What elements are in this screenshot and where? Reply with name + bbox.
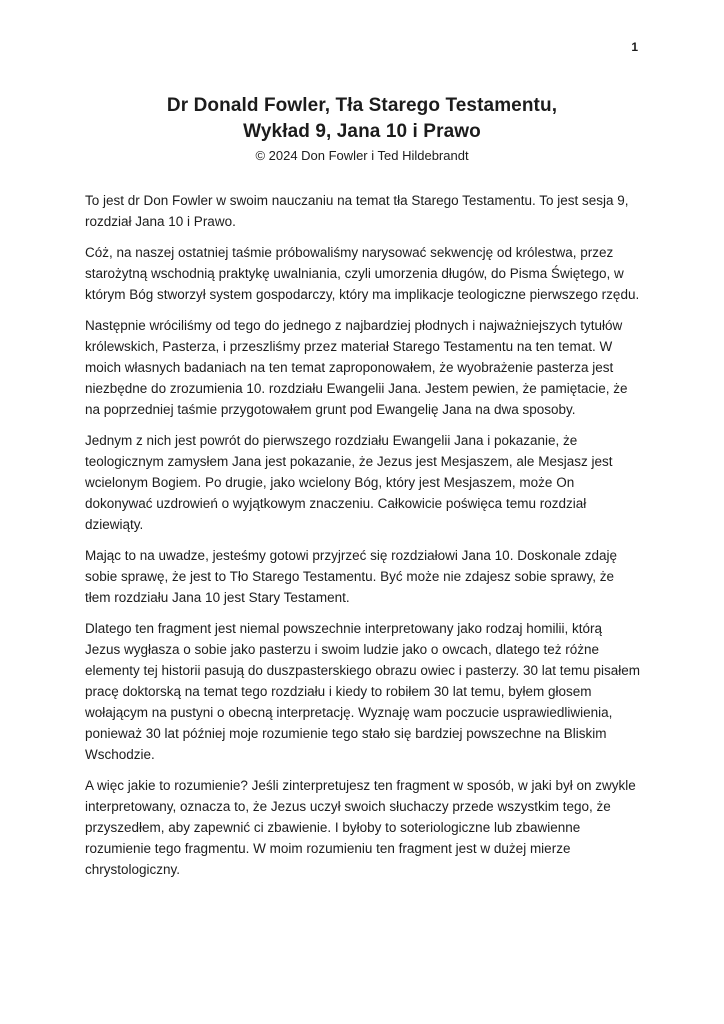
paragraph: Cóż, na naszej ostatniej taśmie próbowaliśmy narysować sekwencję od królestwa, przez starożytną wschodnią praktykę uwalniania, czyli umorzenia długów, do Pisma Świętego, w którym Bóg stworzył system gospodarczy, który ma implikacje teologiczne pierwszego rzędu. [85, 245, 640, 302]
paragraph: Jednym z nich jest powrót do pierwszego rozdziału Ewangelii Jana i pokazanie, że teologicznym zamysłem Jana jest pokazanie, że Jezus jest Mesjaszem, ale Mesjasz jest wcielonym Bogiem. Po drugie, jako wcielony Bóg, który jest Mesjaszem, może On dokonywać uzdrowień o wyjątkowym znaczeniu. Całkowicie poświęca temu rozdział dziewiąty. [85, 433, 613, 532]
paragraph: A więc jakie to rozumienie? Jeśli zinterpretujesz ten fragment w sposób, w jaki był on zwykle interpretowany, oznacza to, że Jezus uczył swoich słuchaczy przede wszystkim tego, że przyszedłem, aby zapewnić ci zbawienie. I byłoby to soteriologiczne lub zbawienne rozumienie tego fragmentu. W moim rozumieniu ten fragment jest w dużej mierze chrystologiczny. [85, 778, 636, 877]
paragraph: Dlatego ten fragment jest niemal powszechnie interpretowany jako rodzaj homilii, którą Jezus wygłasza o sobie jako pasterzu i swoim ludzie jako o owcach, dlatego też różne elementy tej historii pasują do duszpasterskiego obrazu owiec i pasterzy. 30 lat temu pisałem pracę doktorską na temat tego rozdziału i kiedy to robiłem 30 lat temu, byłem głosem wołającym na pustyni o obecną interpretację. Wyznaję wam poczucie usprawiedliwienia, ponieważ 30 lat później moje rozumienie tego stało się bardziej powszechne na Bliskim Wschodzie. [85, 621, 641, 762]
document-body [85, 190, 641, 880]
paragraph: To jest dr Don Fowler w swoim nauczaniu na temat tła Starego Testamentu. To jest sesja 9, rozdział Jana 10 i Prawo. [85, 193, 629, 229]
page-title: Dr Donald Fowler, Tła Starego Testamentu, [166, 95, 558, 116]
page-number: 1 [631, 40, 638, 54]
paragraph: Mając to na uwadze, jesteśmy gotowi przyjrzeć się rozdziałowi Jana 10. Doskonale zdaję sobie sprawę, że jest to Tło Starego Testamentu. Być może nie zdajesz sobie sprawy, że tłem rozdziału Jana 10 jest Stary Testament. [85, 548, 618, 605]
copyright-line: © 2024 Don Fowler i Ted Hildebrandt [255, 148, 469, 163]
paragraph: Następnie wróciliśmy od tego do jednego z najbardziej płodnych i najważniejszych tytułów królewskich, Pasterza, i przeszliśmy przez materiał Starego Testamentu na ten temat. W moich własnych badaniach na ten temat zaproponowałem, że wyobrażenie pasterza jest niezbędne do zrozumienia 10. rozdziału Ewangelii Jana. Jestem pewien, że pamiętacie, że na poprzedniej taśmie przygotowałem grunt pod Ewangelię Jana na dwa sposoby. [85, 318, 628, 417]
page-title-line2: Wykład 9, Jana 10 i Prawo [243, 121, 481, 142]
document-header [0, 0, 724, 164]
